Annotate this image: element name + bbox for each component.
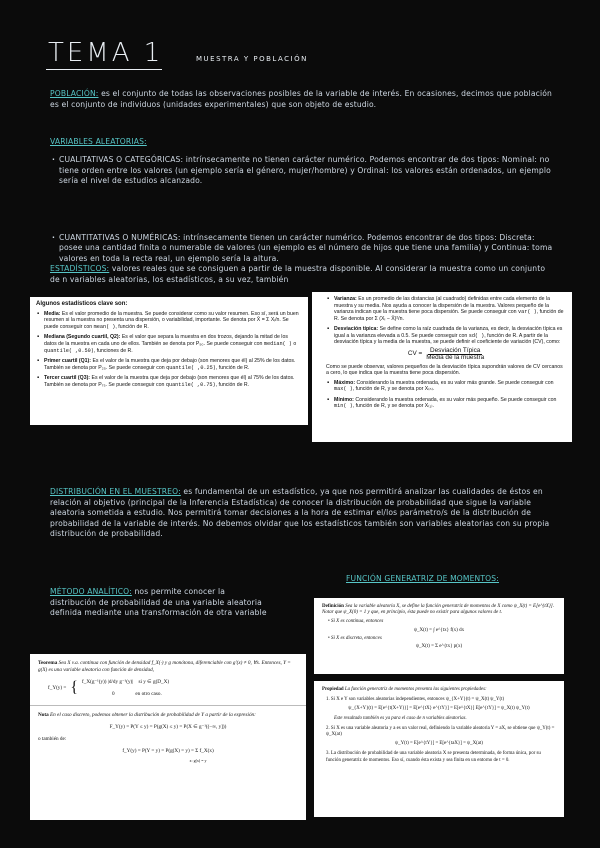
stat-q3-end: , función de R. xyxy=(215,381,250,388)
nota-eq1: F_Y(y) = P(Y ≤ y) = P(g(X) ≤ y) = P(X ∈ g⁻¹((−∞, y])) xyxy=(109,724,227,731)
stat-q1-text: Es el valor de la muestra que deja por debajo (son menores que él) al 25% de los datos. También se denota por P₂₅. Se puede conseguir con xyxy=(44,358,296,371)
cv-lhs: CV = xyxy=(407,350,423,358)
cv-formula xyxy=(326,348,566,362)
metodo-paragraph xyxy=(50,587,270,619)
stat-media-label: Media: xyxy=(44,310,61,317)
cv-note: Como se puede observar, valores pequeños de la desviación típica supondrán valores de CV cercanos a cero, lo que indica que la muestra tiene poca dispersión. xyxy=(326,363,563,376)
definicion-eq1: ψ_X(t) = ∫ e^{tx} f(x) dx xyxy=(413,627,465,633)
metodo-text: nos permite conocer la distribución de probabilidad de una variable aleatoria definida mediante una transformación de otra variable xyxy=(50,587,267,618)
metodo-term: MÉTODO ANALÍTICO: xyxy=(50,587,132,596)
stat-mediana-code: median( ) xyxy=(263,340,292,347)
definicion-b2: • Si X es discreta, entonces xyxy=(328,635,382,641)
title-underline xyxy=(46,69,162,70)
definicion-card xyxy=(314,598,564,674)
stat-minimo-text: Considerando la muestra ordenada, es su valor más pequeño. Se puede conseguir con xyxy=(355,396,557,403)
definicion-b1: • Si X es continua, entonces xyxy=(328,619,384,625)
teorema-label: Teorema xyxy=(38,660,58,666)
variables-cuantitativas: · CUANTITATIVAS O NUMÉRICAS: intrínsecamente tienen un carácter numérico. Podemos encontrar de dos tipos: Discreta: posee una cantidad finita o numerable de valores (un ejemplo es el número de hijos que tiene una familia) y Continua: toma valores en toda la recta real, un ejemplo sería la altura. xyxy=(52,233,559,265)
stat-maximo-label: Máximo: xyxy=(334,379,356,386)
stat-varianza-end: , función de R. Se denota por Σ (Xᵢ − X̄)²/n. xyxy=(334,309,564,322)
cv-denominator: Media de la muestra xyxy=(426,354,485,361)
propiedad-label: Propiedad xyxy=(322,687,344,692)
stat-q1-end: , función de R. xyxy=(215,364,250,371)
stat-varianza-label: Varianza: xyxy=(334,296,357,302)
teorema-card xyxy=(30,654,306,820)
distribucion-term: DISTRIBUCIÓN EN EL MUESTREO: xyxy=(50,487,181,496)
cv-numerator: Desviación Típica xyxy=(430,346,481,354)
stat-desviacion-text: Se define como la raíz cuadrada de la varianza, es decir, la desviación típica es igual a la varianza elevada a 0.5. Se puede conseguir con xyxy=(334,326,563,339)
stat-minimo-end: , función de R, y se denota por X₍₁₎. xyxy=(352,403,434,409)
stat-mediana-code2: quantile( ,0.50) xyxy=(44,347,94,354)
estadisticos-text: valores reales que se consiguen a partir de la muestra disponible. Al considerar la muestra como un conjunto de n variables aleatorias, los estadísticos, a su vez, también xyxy=(50,264,546,284)
stat-desviacion-end: , función de R. A partir de la desviación típica y la media de la muestra, se puede definir el coeficiente de variación (CV), como: xyxy=(334,332,561,345)
stat-mediana-end: , funciones de R. xyxy=(93,347,133,354)
propiedad-p1: 1. Si X e Y son variables aleatorias independientes, entonces ψ_{X+Y}(t) = ψ_X(t) ψ_Y(t) xyxy=(326,697,505,703)
statistics-card-right xyxy=(312,292,572,442)
stat-q1 xyxy=(44,358,302,371)
stat-desviacion-label: Desviación típica: xyxy=(334,326,379,332)
stat-media xyxy=(44,311,302,331)
variables-heading: VARIABLES ALEATORIAS: xyxy=(50,137,147,146)
stat-minimo-code: min( ) xyxy=(334,403,353,409)
stat-q3 xyxy=(44,375,302,388)
card-left-heading: Algunos estadísticos clave son: xyxy=(36,301,128,307)
stat-mediana-text: Es el valor que separa la muestra en dos trozos, dejando la mitad de los datos de la muestra en cada uno de ellos. También se denota por P₅₀. Se puede conseguir con xyxy=(44,334,288,347)
page-title: TEMA 1 xyxy=(48,38,164,68)
stat-mediana xyxy=(44,334,302,354)
definicion-b2-text: Si X es discreta, entonces xyxy=(331,635,382,641)
stat-media-end: , función de R. xyxy=(115,323,149,330)
propiedad-card xyxy=(314,681,564,817)
stat-desviacion-code: sd( ) xyxy=(468,332,485,339)
stat-q3-text: Es el valor de la muestra que deja por debajo (son menores que él) al 75% de los datos. También se denota por P₇₅. Se puede conseguir con xyxy=(44,375,295,388)
propiedad-text: La función generatriz de momentos presenta las siguientes propiedades: xyxy=(344,687,487,692)
stat-varianza-text: Es un promedio de las distancias (al cuadrado) definidas entre cada elemento de la muestra y su media. Nos ayuda a conocer la dispersión de la muestra. Valores pequeño de la varianza indican que la muestra tiene poca dispersión. Se puede conseguir con xyxy=(334,296,550,315)
poblacion-text: es el conjunto de todas las observaciones posibles de la variable de interés. En ocasiones, decimos que población es el conjunto de individuos (unidades experimentales) que son objeto de estudio. xyxy=(50,89,553,109)
teorema-case1: f_X(g⁻¹(y)) |d/dy g⁻¹(y)| si y ∈ g(D_X) xyxy=(82,679,170,686)
definicion-b1-text: Si X es continua, entonces xyxy=(331,619,384,625)
stat-desviacion xyxy=(334,326,566,346)
estadisticos-term: ESTADÍSTICOS: xyxy=(50,264,110,273)
stat-q1-code: quantile( ,0.25) xyxy=(166,364,216,371)
stat-q3-label: Tercer cuartil (Q3): xyxy=(44,375,91,382)
distribucion-text: es fundamental de un estadístico, ya que nos permitirá analizar las cualidades de éstos en relación al objetivo (principal de la Inferencia Estadística) de conocer la distribución de probabilidad que sigue la variable aleatoria sometida a estudio. Nos permitirá tomar decisiones a la hora de estimar el/los parámetro/s de la distribución de probabilidad de la variable de interés. No debemos olvidar que los estadísticos también son variables aleatorias con su propia distribución de probabilidad. xyxy=(50,487,550,539)
stat-maximo-text: Considerando la muestra ordenada, es su valor más grande. Se puede conseguir con xyxy=(356,379,554,386)
nota-label: Nota xyxy=(38,712,49,719)
propiedad-p1note: Este resultado también es ya para el caso de n variables aleatorias. xyxy=(334,715,467,721)
nota-sub: x: g(x) = y xyxy=(189,758,207,764)
teorema-case2: 0 en otro caso. xyxy=(112,690,162,697)
stat-q1-label: Primer cuartil (Q1): xyxy=(44,358,91,365)
teorema-fy: f_Y(y) = xyxy=(48,684,67,691)
poblacion-term: POBLACIÓN: xyxy=(50,89,99,98)
nota-eq2: f_Y(y) = P(Y = y) = P(g(X) = y) = Σ f_X(x) xyxy=(122,747,214,754)
propiedad-p1eq: ψ_{X+Y}(t) = E[e^{t(X+Y)}] = E[e^{tX} e^{tY}] = E[e^{tX}] E[e^{tY}] = ψ_X(t) ψ_Y(t) xyxy=(348,706,530,712)
poblacion-paragraph xyxy=(50,89,555,110)
distribucion-paragraph xyxy=(50,487,555,540)
propiedad-p2: 2. Si X es una variable aleatoria y a es un valor real, definiendo la variable aleatoria Y = aX, se obtiene que ψ_Y(t) = ψ_X(at) xyxy=(326,725,555,738)
stat-media-text: Es el valor promedio de la muestra. Se puede considerar como su valor resumen. Eso sí, será un buen resumen si la muestra no presenta una dispersión, o variabilidad, importante. Se denota por X̄ = Σ Xᵢ/n. Se puede conseguir con xyxy=(44,310,299,330)
estadisticos-paragraph xyxy=(50,264,555,285)
stat-maximo-end: , función de R, y se denota por X₍ₙ₎. xyxy=(352,386,435,392)
stat-mediana-label: Mediana (Segundo cuartil, Q2): xyxy=(44,334,121,341)
stat-mediana-or: o xyxy=(293,340,297,347)
stat-varianza xyxy=(334,296,566,322)
statistics-card-left xyxy=(30,297,308,425)
funcion-generatriz-heading: FUNCIÓN GENERATRIZ DE MOMENTOS: xyxy=(346,574,499,583)
variables-cualitativas: · CUALITATIVAS O CATEGÓRICAS: intrínsecamente no tienen carácter numérico. Podemos encontrar de dos tipos: Nominal: no tiene orden entre los valores (un ejemplo sería el género, mujer/hombre) y Ordinal: los valores están ordenados, un ejemplo sería el nivel de estudios alcanzado. xyxy=(52,155,559,187)
stat-q3-code: quantile( ,0.75) xyxy=(165,381,216,388)
stat-maximo xyxy=(334,380,566,393)
propiedad-p3: 3. La distribución de probabilidad de una variable aleatoria X se presenta determinada, de forma única, por su función generatriz de momentos. Eso sí, cuando ésta exista y sea finita en un entorno de t = 0. xyxy=(326,751,541,763)
nota-text: En el caso discreto, podemos obtener la distribución de probabilidad de Y a partir de la expresión: xyxy=(49,712,256,719)
teorema-divider xyxy=(30,705,306,706)
stat-minimo-label: Mínimo: xyxy=(334,396,354,403)
nota-mid: o también de: xyxy=(38,735,67,742)
propiedad-p2eq: ψ_Y(t) = E[e^{tY}] = E[e^{taX}] = ψ_X(at) xyxy=(395,741,483,747)
definicion-eq2: ψ_X(t) = Σ e^{tx} p(x) xyxy=(415,644,463,650)
stat-minimo xyxy=(334,397,566,410)
definicion-text: Sea la variable aleatoria X, se define la función generatriz de momentos de X como ψ_X(t) = E[e^{tX}]. Notar que ψ_X(0) = 1 y que, en principio, ésta puede no existir para algunos valores de t. xyxy=(322,604,555,616)
stat-varianza-code: var( ) xyxy=(518,309,537,315)
stat-media-code: mean( ) xyxy=(93,323,116,330)
definicion-label: Definición xyxy=(322,604,344,609)
page-subtitle: MUESTRA Y POBLACIÓN xyxy=(196,55,308,63)
stat-maximo-code: max( ) xyxy=(334,386,353,392)
teorema-text: Sea X v.a. continua con función de densidad f_X(·) y g monótona, diferenciable con g′(x) ≠ 0, ∀x. Entonces, Y = g(X) es una variable aleatoria con función de densidad, xyxy=(38,660,291,673)
teorema-formula: f_Y(y) = { f_X(g⁻¹(y)) |d/dy g⁻¹(y)| si y ∈ g(D_X) 0 en otro caso. xyxy=(48,679,170,697)
